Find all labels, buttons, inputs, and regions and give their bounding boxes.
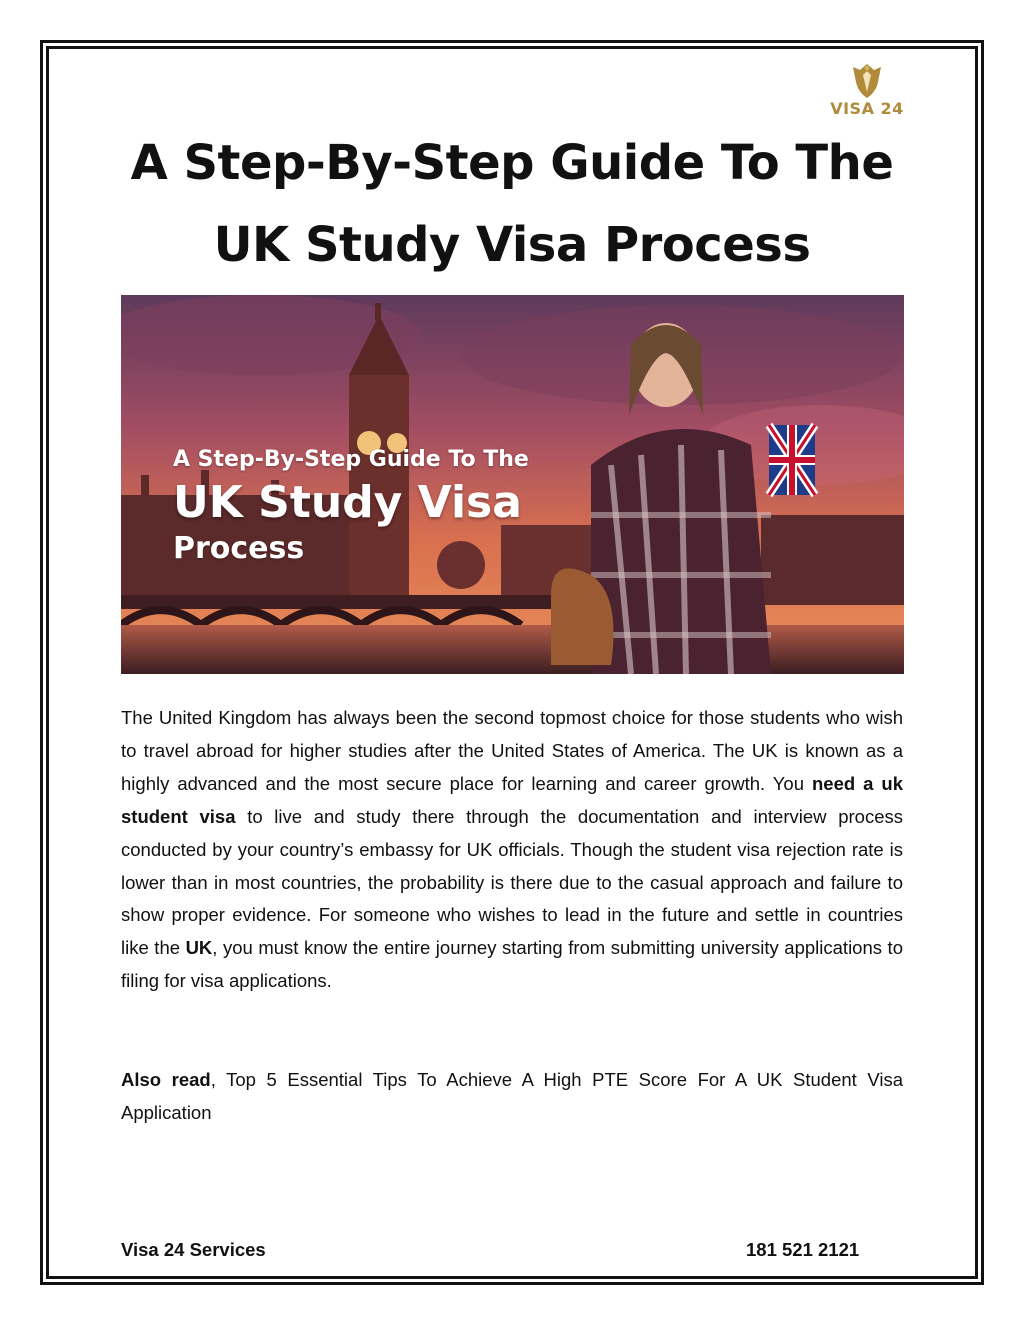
company-logo [828,62,906,122]
also-read-label: Also read [121,1069,211,1090]
intro-text-2: to live and study there through the documentation and interview process conducted by your country’s embassy for UK officials. Though the student visa rejection rate is lower than in most countries, the probability is there due to the casual approach and failure to show proper evidence. For someone who wishes to lead in the future and settle in countries like the [121,805,903,959]
intro-text-3: , you must know the entire journey starting from submitting university applications to filing for visa applications. [121,937,903,992]
also-read-paragraph [121,1064,903,1130]
footer-company-name: Visa 24 Services [121,1239,266,1260]
keyword-uk: UK [185,937,213,959]
crown-shield-icon [850,62,884,100]
intro-paragraph [121,702,903,998]
title-line-2: UK Study Visa Process [213,217,811,273]
also-read-link[interactable]: , Top 5 Essential Tips To Achieve A High PTE Score For A UK Student Visa Application [121,1069,904,1123]
hero-image [121,295,904,674]
hero-overlay-text [173,445,529,567]
hero-line-3: Process [173,531,305,566]
keyword-link-student-visa[interactable]: need a uk student visa [121,772,903,827]
hero-line-2: UK Study Visa [173,477,522,528]
title-line-1: A Step-By-Step Guide To The [130,135,894,191]
footer-phone-number: 181 521 2121 [746,1239,860,1260]
hero-line-1: A Step-By-Step Guide To The [173,447,529,472]
intro-text-1: The United Kingdom has always been the second topmost choice for those students who wish to travel abroad for higher studies after the United States of America. The UK is known as a highly advanced and the most secure place for learning and career growth. You [121,707,903,794]
page-title [100,122,924,286]
logo-text: VISA 24 [830,99,904,118]
